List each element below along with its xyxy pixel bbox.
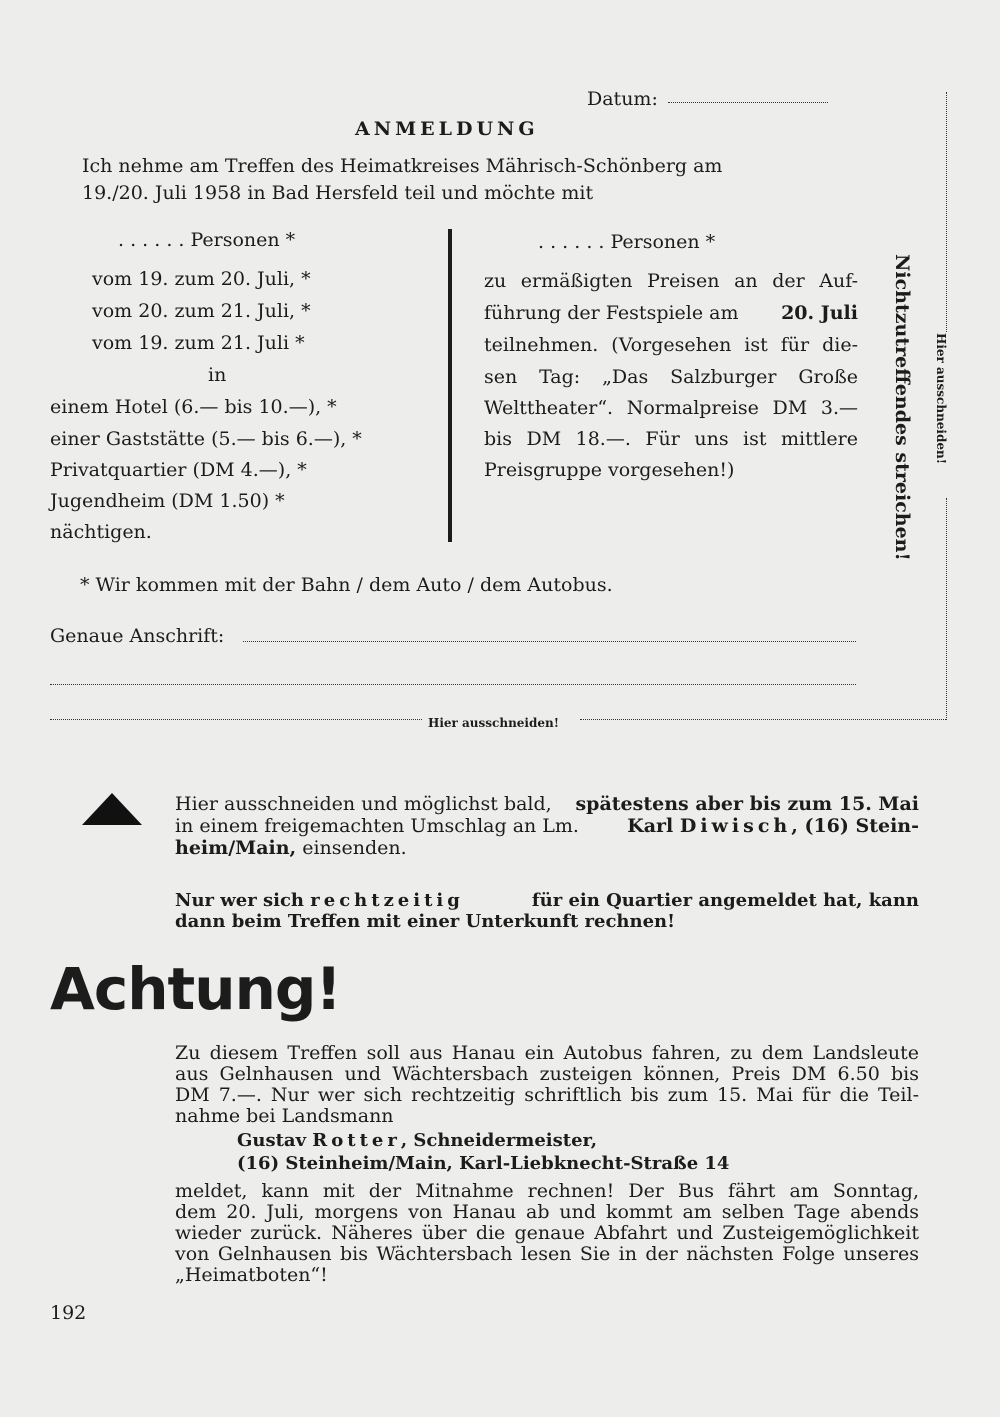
instruction-line-1 (175, 793, 919, 815)
instruction-line-3 (175, 837, 407, 859)
right-line-4: sen Tag: „Das Salzburger Große (484, 366, 858, 388)
page-number: 192 (50, 1302, 87, 1324)
contact-first-name: Gustav (237, 1130, 313, 1151)
right-line-2-text: führung der Festspiele am (484, 302, 739, 324)
achtung-para2-line2: dem 20. Juli, morgens von Hanau ab und kommt am selben Tage abends (175, 1201, 919, 1223)
recipient-city: heim/Main, (175, 837, 297, 859)
address-field-2[interactable] (50, 684, 856, 685)
contact-line-1 (237, 1130, 597, 1151)
side-note-strike (891, 254, 913, 561)
instruction-line-3-text: einsenden. (296, 837, 407, 859)
deadline-text: spätestens aber bis zum 15. Mai (575, 793, 919, 815)
form-title: ANMELDUNG (355, 118, 539, 140)
cut-here-bottom-label: Hier ausschneiden! (428, 716, 560, 730)
achtung-para1-line1: Zu diesem Treffen soll aus Hanau ein Autobus fahren, zu dem Landsleute (175, 1042, 919, 1064)
cut-line-vertical-top (946, 92, 947, 332)
achtung-para2-line5: „Heimatboten“! (175, 1264, 328, 1286)
date-option-3: vom 19. zum 21. Juli * (92, 332, 305, 354)
achtung-para1-line2: aus Gelnhausen und Wächtersbach zusteigen können, Preis DM 6.50 bis (175, 1063, 919, 1085)
notice-part-2: für ein Quartier angemeldet hat, kann (531, 890, 919, 911)
address-field-1[interactable] (243, 641, 856, 642)
intro-line-1: Ich nehme am Treffen des Heimatkreises Mährisch-Schönberg am (82, 155, 723, 177)
accommodation-private: Privatquartier (DM 4.—), * (50, 459, 307, 481)
date-option-2: vom 20. zum 21. Juli, * (92, 300, 311, 322)
recipient-first-name: Karl (627, 815, 680, 837)
notice-line-2: dann beim Treffen mit einer Unterkunft rechnen! (175, 911, 676, 932)
right-line-2 (484, 302, 858, 324)
notice-line-1 (175, 890, 919, 911)
contact-line-2: (16) Steinheim/Main, Karl-Liebknecht-Straße 14 (237, 1153, 730, 1174)
notice-part-1: Nur wer sich (175, 890, 311, 911)
accommodation-inn: einer Gaststätte (5.— bis 6.—), * (50, 428, 362, 450)
left-persons-field[interactable]: . . . . . . Personen * (118, 229, 296, 251)
achtung-heading: Achtung! (50, 955, 341, 1023)
accommodation-hostel: Jugendheim (DM 1.50) * (50, 490, 285, 512)
festival-date: 20. Juli (781, 302, 858, 324)
right-line-1: zu ermäßigten Preisen an der Auf- (484, 270, 858, 292)
achtung-para2-line3: wieder zurück. Näheres über die genaue Abfahrt und Zusteigemöglichkeit (175, 1222, 919, 1244)
instruction-line-2 (175, 815, 919, 837)
column-divider (448, 229, 452, 542)
recipient-address-start: , (16) Stein- (791, 815, 919, 837)
triangle-pointer-icon (82, 793, 142, 825)
cut-line-bottom-right (580, 719, 946, 720)
instruction-line-1-text: Hier ausschneiden und möglichst bald, (175, 793, 552, 815)
intro-line-2: 19./20. Juli 1958 in Bad Hersfeld teil und möchte mit (82, 182, 594, 204)
right-line-3: teilnehmen. (Vorgesehen ist für die- (484, 334, 858, 356)
accommodation-end: nächtigen. (50, 521, 152, 543)
contact-last-name: Rotter (312, 1130, 401, 1151)
achtung-para2-line1: meldet, kann mit der Mitnahme rechnen! Der Bus fährt am Sonntag, (175, 1180, 919, 1202)
achtung-para1-line3: DM 7.—. Nur wer sich rechtzeitig schriftlich bis zum 15. Mai für die Teil- (175, 1084, 919, 1106)
recipient-last-name: Diwisch (679, 815, 792, 837)
right-line-6: bis DM 18.—. Für uns ist mittlere (484, 428, 858, 450)
contact-title: , Schneidermeister, (400, 1130, 597, 1151)
achtung-para1-line4: nahme bei Landsmann (175, 1105, 394, 1127)
right-persons-field[interactable]: . . . . . . Personen * (538, 231, 716, 253)
cut-here-side-label: Hier ausschneiden! (934, 333, 948, 465)
in-word: in (208, 364, 227, 386)
achtung-para2-line4: von Gelnhausen bis Wächtersbach lesen Sie in der nächsten Folge unseres (175, 1243, 919, 1265)
right-line-5: Welttheater“. Normalpreise DM 3.— (484, 397, 858, 419)
date-option-1: vom 19. zum 20. Juli, * (92, 268, 311, 290)
cut-line-bottom-left (50, 719, 422, 720)
right-line-7: Preisgruppe vorgesehen!) (484, 459, 735, 481)
accommodation-hotel: einem Hotel (6.— bis 10.—), * (50, 396, 337, 418)
side-note-text: Nichtzutreffendes streichen! (891, 254, 913, 561)
instruction-line-2-text: in einem freigemachten Umschlag an Lm. (175, 815, 579, 837)
date-label: Datum: (587, 88, 658, 110)
transport-line: * Wir kommen mit der Bahn / dem Auto / dem Autobus. (80, 574, 613, 596)
notice-timely: rechtzeitig (310, 890, 464, 911)
date-field[interactable] (668, 102, 828, 103)
cut-line-vertical-bottom (946, 498, 947, 720)
address-label: Genaue Anschrift: (50, 625, 225, 647)
